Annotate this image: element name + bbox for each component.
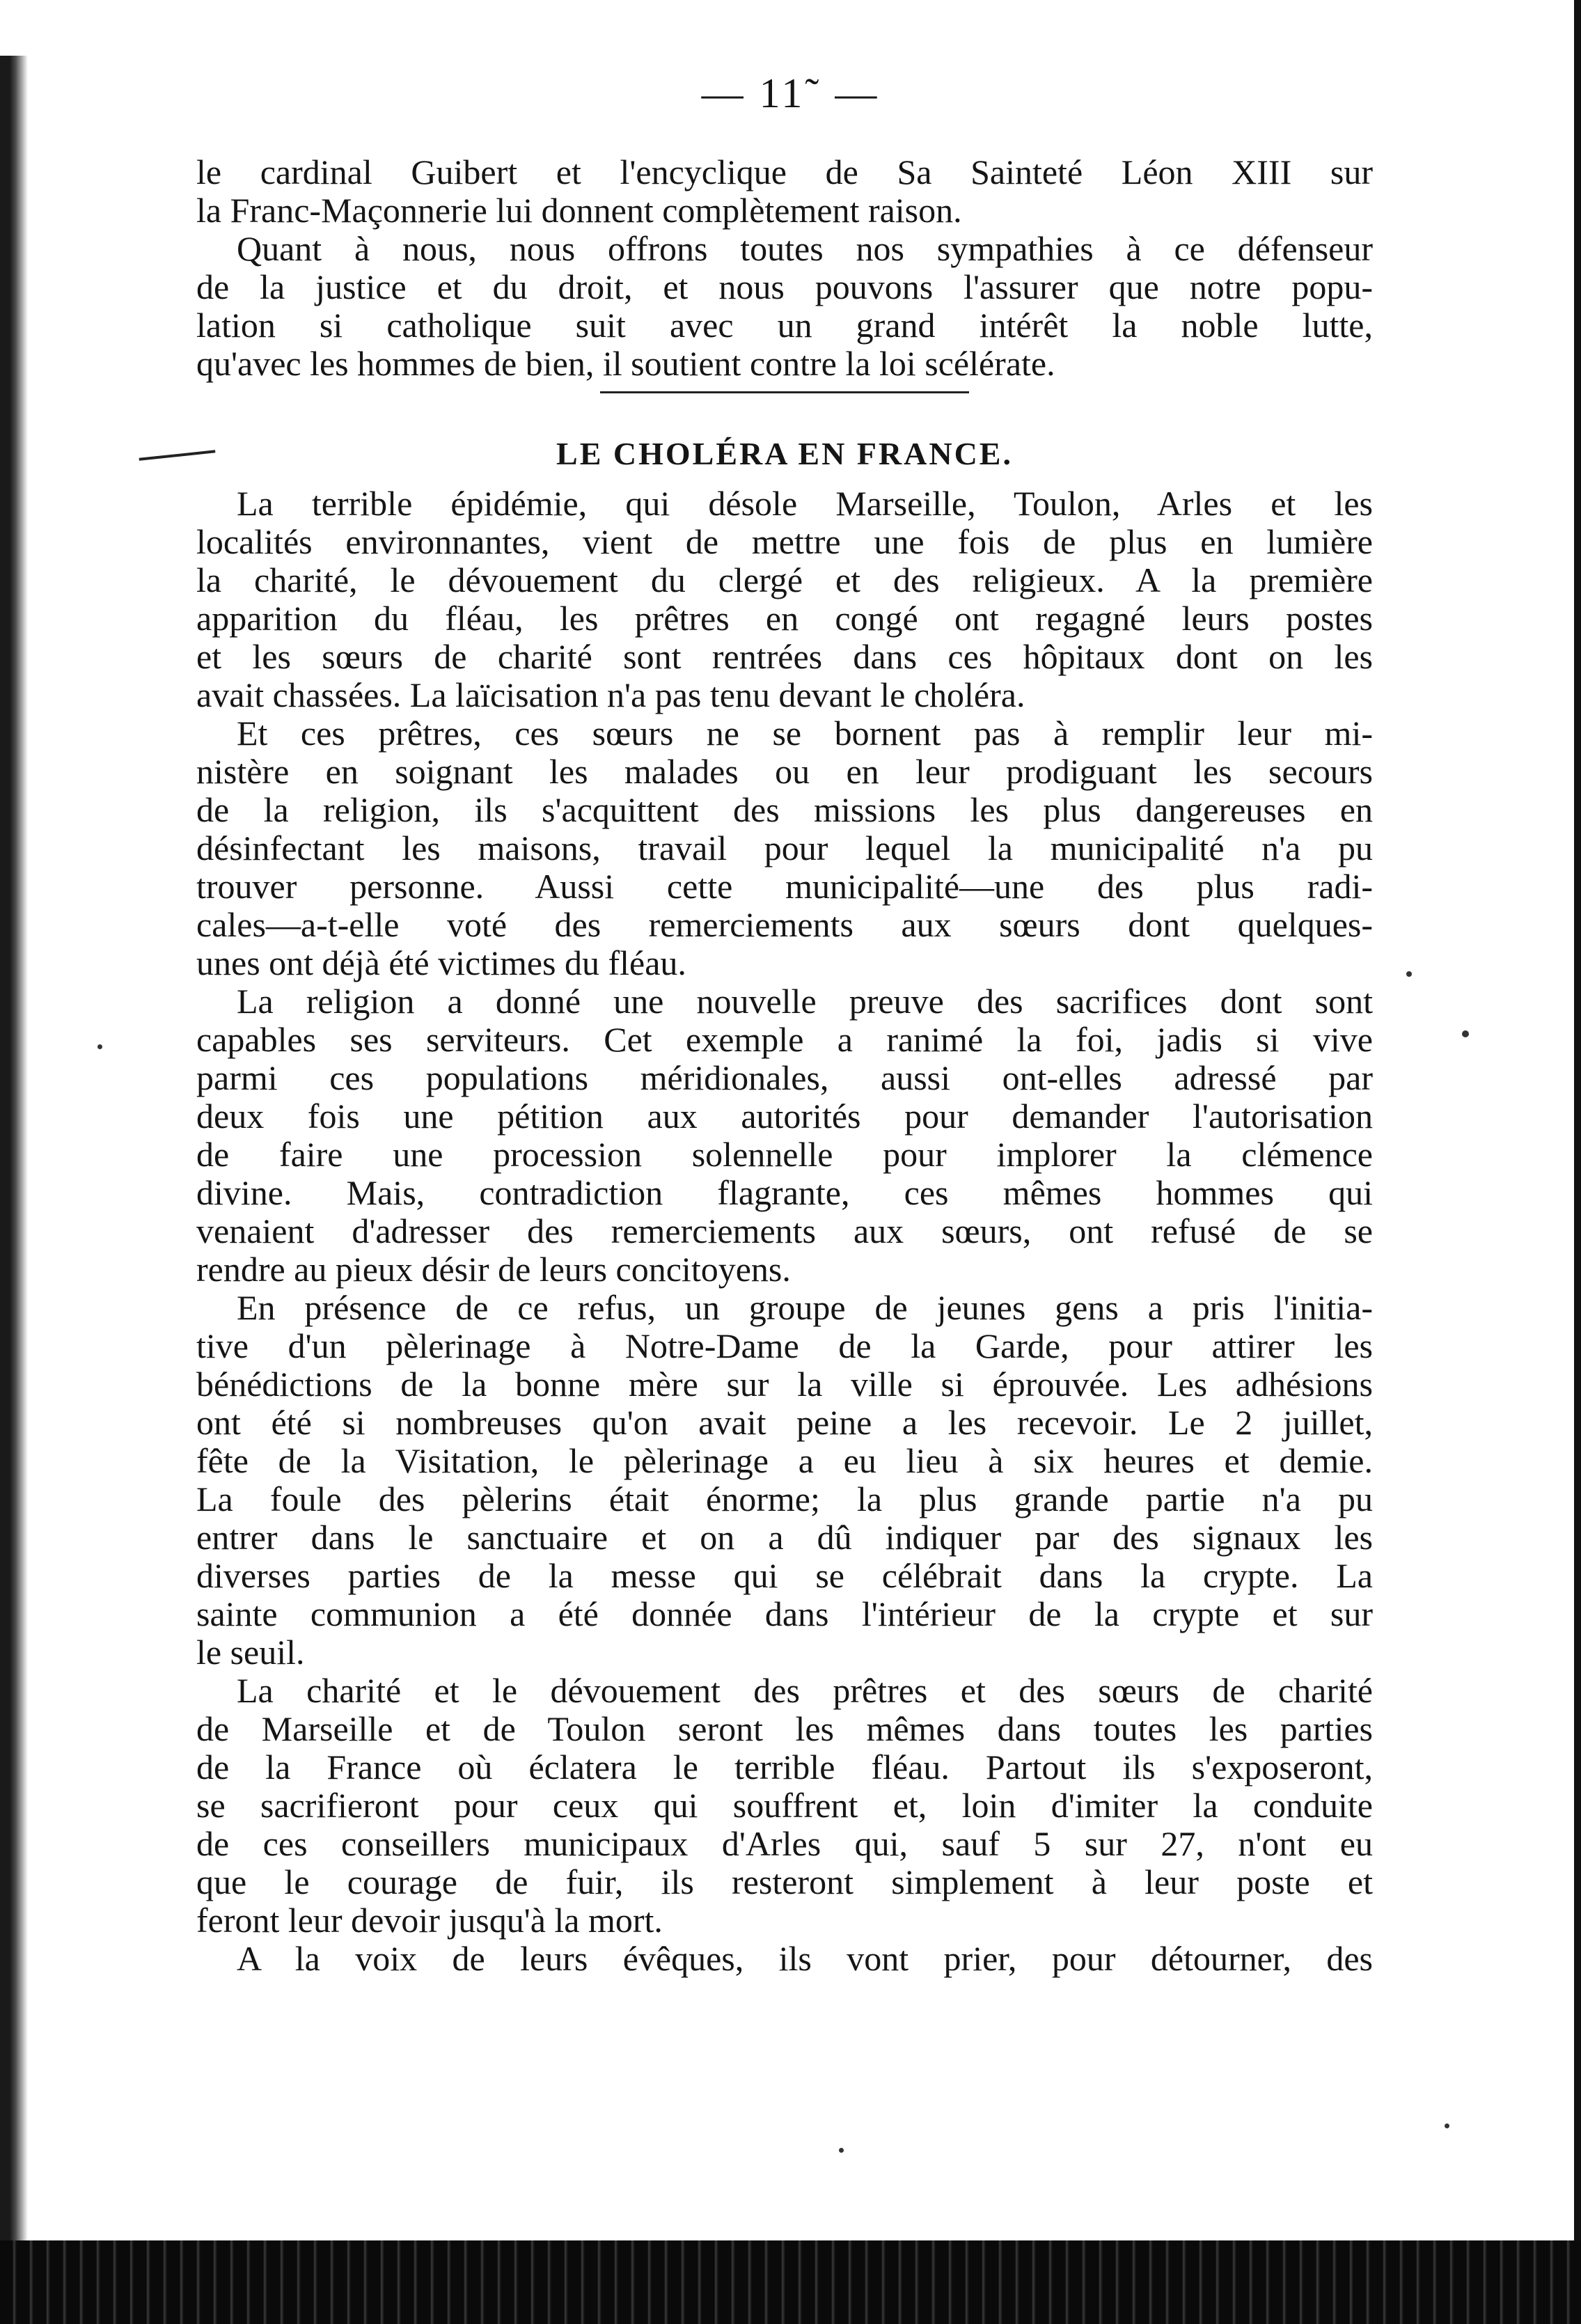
text-line: A la voix de leurs évêques, ils vont prier, pour détourner, des: [237, 1939, 1373, 1978]
paragraph: [196, 485, 1373, 714]
text-line: de la justice et du droit, et nous pouvons l'assurer que notre popu-: [196, 267, 1373, 306]
text-line: Quant à nous, nous offrons toutes nos sympathies à ce défenseur: [237, 229, 1373, 268]
text-line: bénédictions de la bonne mère sur la ville si éprouvée. Les adhésions: [196, 1365, 1373, 1404]
text-line: capables ses serviteurs. Cet exemple a ranimé la foi, jadis si vive: [196, 1020, 1373, 1059]
paragraph: [196, 1672, 1373, 1940]
text-line: cales—a-t-elle voté des remerciements aux sœurs dont quelques-: [196, 905, 1373, 944]
text-line: diverses parties de la messe qui se célébrait dans la crypte. La: [196, 1556, 1373, 1595]
scan-left-edge: [0, 56, 28, 2324]
text-line: et les sœurs de charité sont rentrées dans ces hôpitaux dont on les: [196, 637, 1373, 676]
text-line: apparition du fléau, les prêtres en congé ont regagné leurs postes: [196, 599, 1373, 638]
text-line: nistère en soignant les malades ou en leur prodiguant les secours: [196, 752, 1373, 791]
text-line: unes ont déjà été victimes du fléau.: [196, 943, 686, 982]
text-line: le cardinal Guibert et l'encyclique de Sa Sainteté Léon XIII sur: [196, 152, 1373, 191]
paragraph: [196, 1940, 1373, 1978]
scan-bottom-edge: [0, 2240, 1581, 2324]
section-heading: LE CHOLÉRA EN FRANCE.: [556, 436, 1013, 471]
text-line: que le courage de fuir, ils resteront simplement à leur poste et: [196, 1862, 1373, 1901]
text-line: La foule des pèlerins était énorme; la plus grande partie n'a pu: [196, 1479, 1373, 1518]
text-line: avait chassées. La laïcisation n'a pas tenu devant le choléra.: [196, 675, 1025, 714]
text-line: de ces conseillers municipaux d'Arles qui, sauf 5 sur 27, n'ont eu: [196, 1824, 1373, 1863]
text-block-after-heading: [196, 485, 1373, 1978]
text-line: deux fois une pétition aux autorités pour demander l'autorisation: [196, 1097, 1373, 1136]
ink-speck: [97, 1044, 102, 1049]
text-block-before-heading: [196, 153, 1373, 383]
text-line: la charité, le dévouement du clergé et des religieux. A la première: [196, 560, 1373, 599]
text-line: le seuil.: [196, 1633, 305, 1672]
text-line: de la France où éclatera le terrible fléau. Partout ils s'exposeront,: [196, 1748, 1373, 1787]
text-line: entrer dans le sanctuaire et on a dû indiquer par des signaux les: [196, 1518, 1373, 1557]
ink-speck: [1462, 1030, 1469, 1037]
paragraph: [196, 230, 1373, 383]
text-line: la Franc-Maçonnerie lui donnent complètement raison.: [196, 191, 962, 230]
page-body: [196, 153, 1373, 1978]
section-rule: [600, 391, 969, 393]
text-line: de la religion, ils s'acquittent des missions les plus dangereuses en: [196, 790, 1373, 829]
text-line: désinfectant les maisons, travail pour lequel la municipalité n'a pu: [196, 829, 1373, 867]
text-line: de faire une procession solennelle pour implorer la clémence: [196, 1135, 1373, 1174]
text-line: Et ces prêtres, ces sœurs ne se bornent pas à remplir leur mi-: [237, 714, 1373, 753]
paragraph: [196, 714, 1373, 982]
scan-right-edge: [1574, 0, 1581, 2324]
ink-speck: [839, 2148, 844, 2153]
text-line: La terrible épidémie, qui désole Marseille, Toulon, Arles et les: [237, 484, 1373, 523]
text-line: feront leur devoir jusqu'à la mort.: [196, 1901, 663, 1940]
page-number: — 11˜ —: [701, 70, 880, 116]
text-line: de Marseille et de Toulon seront les mêmes dans toutes les parties: [196, 1709, 1373, 1748]
ink-speck: [1406, 971, 1412, 977]
paragraph: [196, 153, 1373, 230]
text-line: lation si catholique suit avec un grand intérêt la noble lutte,: [196, 306, 1373, 345]
text-line: tive d'un pèlerinage à Notre-Dame de la Garde, pour attirer les: [196, 1326, 1373, 1365]
text-line: qu'avec les hommes de bien, il soutient contre la loi scélérate.: [196, 344, 1055, 383]
text-line: sainte communion a été donnée dans l'intérieur de la crypte et sur: [196, 1594, 1373, 1633]
text-line: venaient d'adresser des remerciements aux sœurs, ont refusé de se: [196, 1211, 1373, 1250]
text-line: trouver personne. Aussi cette municipalité—une des plus radi-: [196, 867, 1373, 906]
text-line: La religion a donné une nouvelle preuve des sacrifices dont sont: [237, 982, 1373, 1021]
paragraph: [196, 982, 1373, 1289]
text-line: localités environnantes, vient de mettre une fois de plus en lumière: [196, 522, 1373, 561]
text-line: parmi ces populations méridionales, aussi ont-elles adressé par: [196, 1058, 1373, 1097]
text-line: La charité et le dévouement des prêtres et des sœurs de charité: [237, 1671, 1373, 1710]
text-line: ont été si nombreuses qu'on avait peine a les recevoir. Le 2 juillet,: [196, 1403, 1373, 1442]
text-line: se sacrifieront pour ceux qui souffrent et, loin d'imiter la conduite: [196, 1786, 1373, 1825]
text-line: rendre au pieux désir de leurs concitoyens.: [196, 1250, 791, 1289]
paragraph: [196, 1289, 1373, 1672]
ink-speck: [1445, 2123, 1449, 2128]
text-line: fête de la Visitation, le pèlerinage a eu lieu à six heures et demie.: [196, 1441, 1373, 1480]
text-line: En présence de ce refus, un groupe de jeunes gens a pris l'initia-: [237, 1288, 1373, 1327]
text-line: divine. Mais, contradiction flagrante, ces mêmes hommes qui: [196, 1173, 1373, 1212]
